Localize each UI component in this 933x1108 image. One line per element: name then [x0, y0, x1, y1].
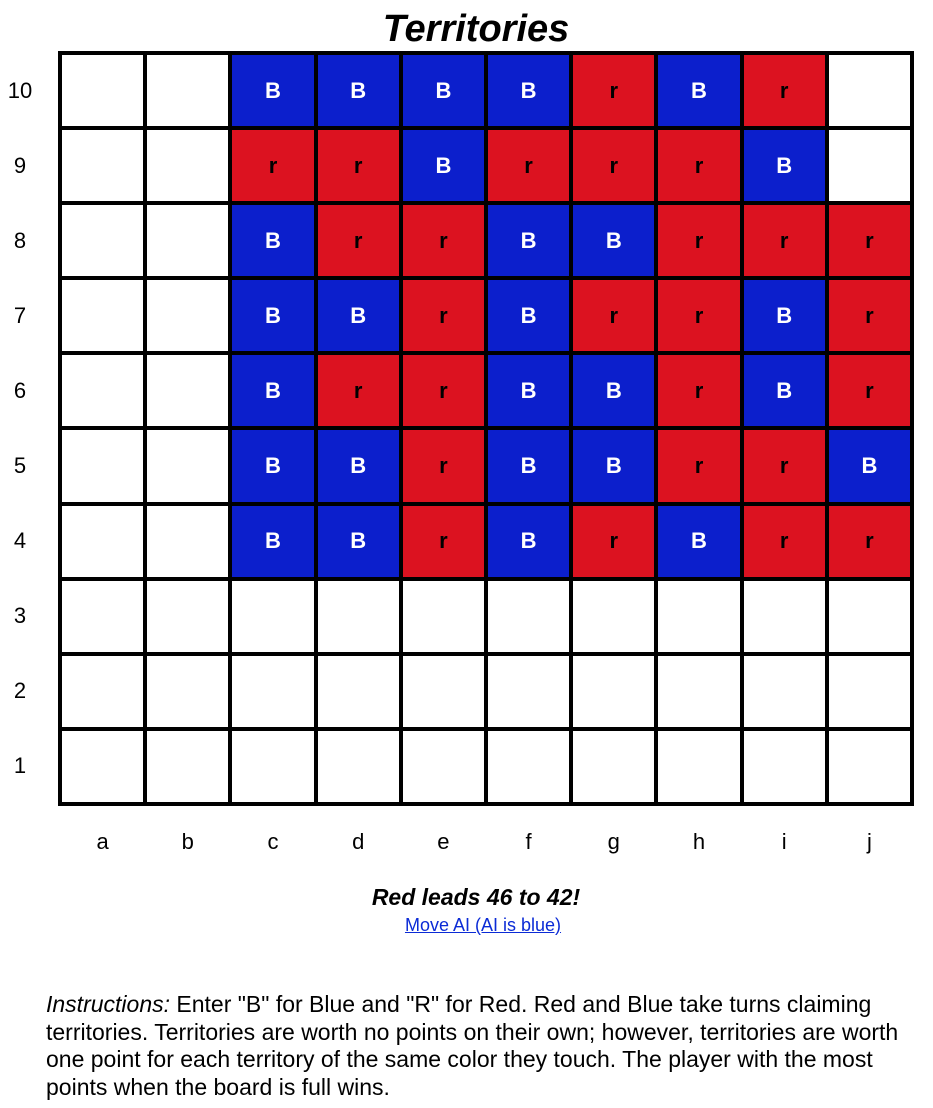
row-label-6: 6 — [13, 377, 27, 403]
board-cell-e9[interactable]: B — [403, 130, 484, 201]
row-label-8: 8 — [13, 227, 27, 253]
board-cell-c7[interactable]: B — [232, 280, 313, 351]
board-cell-f9[interactable]: r — [488, 130, 569, 201]
row-label-1: 1 — [13, 753, 27, 779]
board-cell-f5[interactable]: B — [488, 430, 569, 501]
board-cell-d6[interactable]: r — [318, 355, 399, 426]
board-cell-e6[interactable]: r — [403, 355, 484, 426]
game-board — [58, 51, 914, 806]
row-label-4: 4 — [13, 528, 27, 554]
board-cell-c4[interactable]: B — [232, 506, 313, 577]
board-cell-d2[interactable] — [318, 656, 399, 727]
board-cell-d10[interactable]: B — [318, 55, 399, 126]
board-cell-c8[interactable]: B — [232, 205, 313, 276]
board-cell-f1[interactable] — [488, 731, 569, 802]
board-cell-b7[interactable] — [147, 280, 228, 351]
board-cell-g7[interactable]: r — [573, 280, 654, 351]
board-cell-g6[interactable]: B — [573, 355, 654, 426]
board-cell-i7[interactable]: B — [744, 280, 825, 351]
board-cell-j3[interactable] — [829, 581, 910, 652]
board-cell-b8[interactable] — [147, 205, 228, 276]
board-cell-f10[interactable]: B — [488, 55, 569, 126]
board-cell-j2[interactable] — [829, 656, 910, 727]
board-cell-h2[interactable] — [658, 656, 739, 727]
column-label-d: d — [352, 829, 365, 854]
board-cell-h3[interactable] — [658, 581, 739, 652]
board-cell-a8[interactable] — [62, 205, 143, 276]
board-cell-i2[interactable] — [744, 656, 825, 727]
board-cell-b1[interactable] — [147, 731, 228, 802]
column-label-g: g — [607, 829, 620, 854]
board-cell-i9[interactable]: B — [744, 130, 825, 201]
ai-link-container — [0, 914, 933, 936]
board-cell-f4[interactable]: B — [488, 506, 569, 577]
board-cell-a1[interactable] — [62, 731, 143, 802]
board-cell-e7[interactable]: r — [403, 280, 484, 351]
board-cell-j5[interactable]: B — [829, 430, 910, 501]
board-cell-i8[interactable]: r — [744, 205, 825, 276]
board-cell-d4[interactable]: B — [318, 506, 399, 577]
board-cell-a7[interactable] — [62, 280, 143, 351]
board-cell-h4[interactable]: B — [658, 506, 739, 577]
board-cell-e2[interactable] — [403, 656, 484, 727]
board-cell-f7[interactable]: B — [488, 280, 569, 351]
move-ai-link[interactable]: Move AI (AI is blue) — [404, 915, 562, 935]
board-cell-j7[interactable]: r — [829, 280, 910, 351]
board-cell-i1[interactable] — [744, 731, 825, 802]
instructions-text: Enter "B" for Blue and "R" for Red. Red and Blue take turns claiming territories. Territories are worth no points on their own; however, territories are worth one point for each territory of the same color they touch. The player with the most points when the board is full wins. — [46, 991, 899, 1100]
board-cell-f2[interactable] — [488, 656, 569, 727]
row-label-10: 10 — [7, 77, 33, 103]
board-cell-h10[interactable]: B — [658, 55, 739, 126]
board-cell-b2[interactable] — [147, 656, 228, 727]
board-cell-g5[interactable]: B — [573, 430, 654, 501]
board-cell-f8[interactable]: B — [488, 205, 569, 276]
board-cell-a4[interactable] — [62, 506, 143, 577]
board-cell-h1[interactable] — [658, 731, 739, 802]
board-cell-e3[interactable] — [403, 581, 484, 652]
row-label-7: 7 — [13, 302, 27, 328]
board-cell-a2[interactable] — [62, 656, 143, 727]
board-cell-i6[interactable]: B — [744, 355, 825, 426]
board-cell-d3[interactable] — [318, 581, 399, 652]
board-cell-j10[interactable] — [829, 55, 910, 126]
board-cell-c10[interactable]: B — [232, 55, 313, 126]
board-cell-d1[interactable] — [318, 731, 399, 802]
board-cell-c3[interactable] — [232, 581, 313, 652]
board-cell-h8[interactable]: r — [658, 205, 739, 276]
board-cell-j1[interactable] — [829, 731, 910, 802]
board-cell-h5[interactable]: r — [658, 430, 739, 501]
board-cell-j4[interactable]: r — [829, 506, 910, 577]
board-cell-e10[interactable]: B — [403, 55, 484, 126]
board-cell-h9[interactable]: r — [658, 130, 739, 201]
column-label-a: a — [96, 829, 109, 854]
board-cell-b4[interactable] — [147, 506, 228, 577]
board-cell-d5[interactable]: B — [318, 430, 399, 501]
board-cell-e4[interactable]: r — [403, 506, 484, 577]
board-cell-e5[interactable]: r — [403, 430, 484, 501]
column-label-j: j — [866, 829, 872, 854]
board-cell-b9[interactable] — [147, 130, 228, 201]
board-cell-d9[interactable]: r — [318, 130, 399, 201]
board-cell-g2[interactable] — [573, 656, 654, 727]
board-cell-c1[interactable] — [232, 731, 313, 802]
column-label-b: b — [181, 829, 194, 854]
column-label-f: f — [525, 829, 532, 854]
column-label-e: e — [437, 829, 450, 854]
board-cell-b10[interactable] — [147, 55, 228, 126]
board-cell-a6[interactable] — [62, 355, 143, 426]
board-cell-g10[interactable]: r — [573, 55, 654, 126]
board-cell-a5[interactable] — [62, 430, 143, 501]
board-cell-g3[interactable] — [573, 581, 654, 652]
column-label-h: h — [692, 829, 706, 854]
board-cell-c5[interactable]: B — [232, 430, 313, 501]
board-cell-g8[interactable]: B — [573, 205, 654, 276]
board-cell-h6[interactable]: r — [658, 355, 739, 426]
board-cell-g9[interactable]: r — [573, 130, 654, 201]
board-cell-f6[interactable]: B — [488, 355, 569, 426]
board-cell-f3[interactable] — [488, 581, 569, 652]
column-label-c: c — [267, 829, 279, 854]
board-cell-j9[interactable] — [829, 130, 910, 201]
score-status: Red leads 46 to 42! — [371, 884, 581, 910]
board-cell-j8[interactable]: r — [829, 205, 910, 276]
row-label-2: 2 — [13, 678, 27, 704]
board-cell-i4[interactable]: r — [744, 506, 825, 577]
row-label-9: 9 — [13, 152, 27, 178]
row-label-3: 3 — [13, 603, 27, 629]
board-cell-a9[interactable] — [62, 130, 143, 201]
board-cell-d8[interactable]: r — [318, 205, 399, 276]
board-cell-i10[interactable]: r — [744, 55, 825, 126]
board-cell-e8[interactable]: r — [403, 205, 484, 276]
row-label-5: 5 — [13, 453, 27, 479]
page-title: Territories — [382, 8, 570, 50]
instructions — [46, 991, 916, 1101]
instructions-lead: Instructions: — [46, 991, 170, 1017]
board-cell-c9[interactable]: r — [232, 130, 313, 201]
board-cell-a3[interactable] — [62, 581, 143, 652]
board-cell-b6[interactable] — [147, 355, 228, 426]
board-cell-i5[interactable]: r — [744, 430, 825, 501]
column-label-i: i — [781, 829, 787, 854]
board-cell-e1[interactable] — [403, 731, 484, 802]
board-cell-j6[interactable]: r — [829, 355, 910, 426]
board-cell-c6[interactable]: B — [232, 355, 313, 426]
board-cell-i3[interactable] — [744, 581, 825, 652]
board-cell-g1[interactable] — [573, 731, 654, 802]
board-cell-b3[interactable] — [147, 581, 228, 652]
board-cell-h7[interactable]: r — [658, 280, 739, 351]
board-cell-c2[interactable] — [232, 656, 313, 727]
board-cell-d7[interactable]: B — [318, 280, 399, 351]
board-cell-b5[interactable] — [147, 430, 228, 501]
board-cell-g4[interactable]: r — [573, 506, 654, 577]
board-cell-a10[interactable] — [62, 55, 143, 126]
